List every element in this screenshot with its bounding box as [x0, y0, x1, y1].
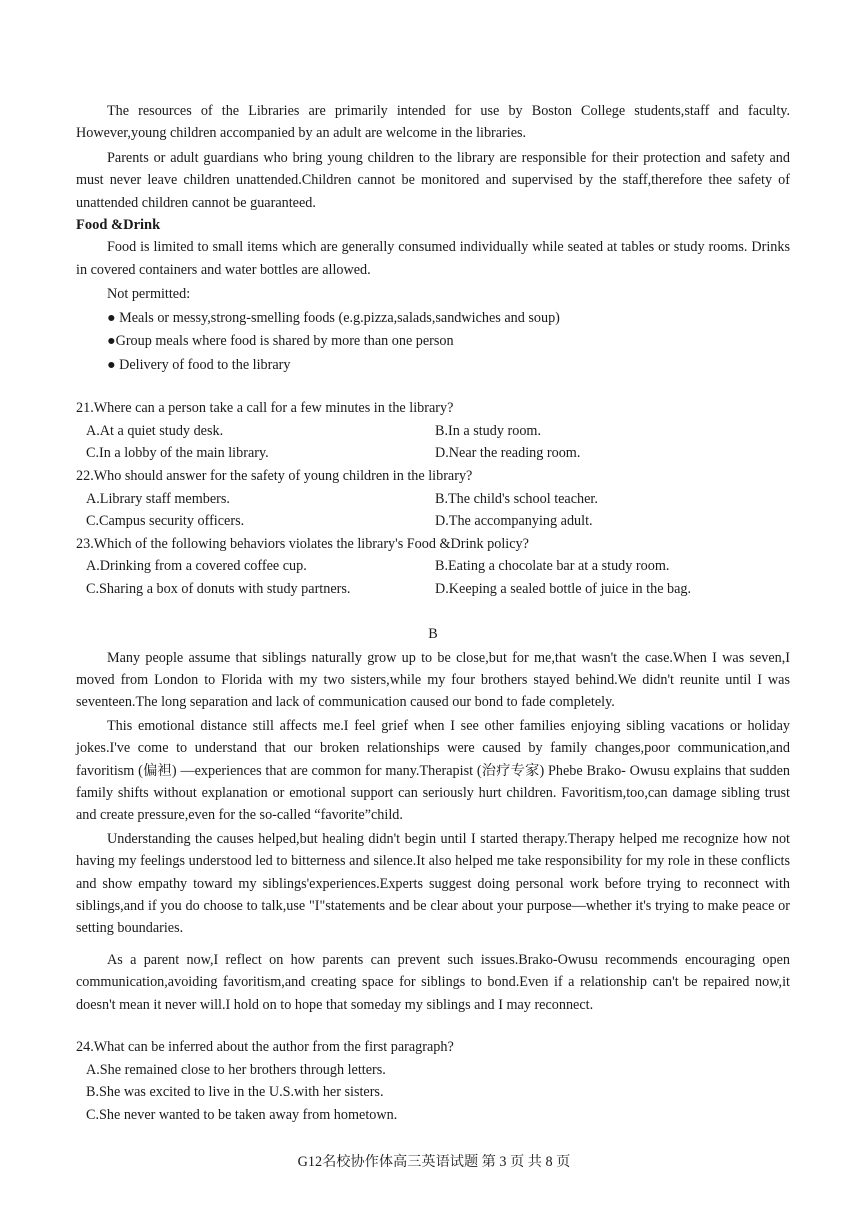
- question-22-options-row-1: [76, 488, 790, 511]
- question-22-options-row-2: [76, 510, 790, 533]
- passage-b-paragraph-4: As a parent now,I reflect on how parents can prevent such issues.Brako-Owusu recommends encouraging open communication,avoiding favoritism,and creating space for siblings to bond.Even if a relationship can't be repaired now,it doesn't mean it never will.I hold on to hope that someday my siblings and I may reconnect.: [76, 951, 790, 1013]
- option-b: B.The child's school teacher.: [435, 490, 598, 507]
- question-23-options-row-2: [76, 578, 790, 601]
- bullet-item: ●Group meals where food is shared by more than one person: [107, 333, 454, 350]
- option-a: A.She remained close to her brothers through letters.: [86, 1061, 386, 1078]
- option-d: D.Keeping a sealed bottle of juice in the bag.: [435, 581, 692, 597]
- bullet-item: ● Meals or messy,strong-smelling foods (e.g.pizza,salads,sandwiches and soup): [107, 309, 560, 326]
- question-21-options-row-2: [76, 442, 790, 465]
- passage-b-paragraph-3: Understanding the causes helped,but healing didn't begin until I started therapy.Therapy helped me recognize how not having my feelings understood led to bitterness and silence.It also helped me take responsibility for my role in these conflicts and show empathy toward my siblings'experiences.Experts suggest doing personal work before trying to reconnect with siblings,and if you do choose to talk,use "I"statements and be clear about your purpose—whether it's trying to make peace or setting boundaries.: [76, 830, 790, 937]
- option-c: C.Sharing a box of donuts with study partners.: [86, 581, 351, 597]
- option-c: C.Campus security officers.: [86, 513, 245, 530]
- option-a: A.Library staff members.: [86, 490, 230, 507]
- page-footer: G12名校协作体高三英语试题 第 3 页 共 8 页: [297, 1154, 571, 1170]
- exam-page: [76, 100, 790, 1126]
- passage-a-paragraph-3: Food is limited to small items which are generally consumed individually while seated at tables or study rooms. Drinks in covered containers and water bottles are allowed.: [76, 239, 790, 278]
- question-21-options-row-1: [76, 420, 790, 443]
- question-21-stem: 21.Where can a person take a call for a few minutes in the library?: [76, 400, 454, 417]
- option-d: D.The accompanying adult.: [435, 513, 593, 530]
- option-b: B.In a study room.: [435, 422, 542, 439]
- question-24-stem: 24.What can be inferred about the author from the first paragraph?: [76, 1039, 454, 1056]
- option-c: C.She never wanted to be taken away from hometown.: [86, 1106, 398, 1123]
- food-drink-heading: Food &Drink: [76, 217, 161, 234]
- bullet-item: ● Delivery of food to the library: [107, 356, 291, 373]
- option-b: B.Eating a chocolate bar at a study room.: [435, 558, 670, 575]
- not-permitted-label: Not permitted:: [107, 286, 191, 303]
- section-b-heading: B: [428, 625, 438, 642]
- passage-a-paragraph-2: Parents or adult guardians who bring young children to the library are responsible for their protection and safety and must never leave children unattended.Children cannot be monitored and supervised by the staff,therefore thee safety of unattended children cannot be guaranteed.: [76, 149, 790, 211]
- option-a: A.At a quiet study desk.: [86, 422, 224, 439]
- question-23-options-row-1: [76, 555, 790, 578]
- option-a: A.Drinking from a covered coffee cup.: [86, 558, 307, 575]
- passage-b-paragraph-2: This emotional distance still affects me.I feel grief when I see other families enjoying sibling vacations or holiday jokes.I've come to understand that our broken relationships were caused by family changes,poor communication,and favoritism (偏袒) —experiences that are common for many.Therapist (治疗专家) Phebe Brako- Owusu explains that sudden family shifts without explanation or emotional support can seriously hurt children. Favoritism,too,can damage sibling trust and create pressure,even for the so-called “favorite”child.: [76, 717, 790, 824]
- passage-b-paragraph-1: Many people assume that siblings naturally grow up to be close,but for me,that wasn't the case.When I was seven,I moved from London to Florida with my two sisters,while my four brothers stayed behind.We didn't reunite until I was seventeen.The long separation and lack of communication caused our bond to fade completely.: [76, 649, 790, 711]
- passage-a-paragraph-1: The resources of the Libraries are primarily intended for use by Boston College students,staff and faculty. However,young children accompanied by an adult are welcome in the libraries.: [76, 103, 790, 142]
- question-22-stem: 22.Who should answer for the safety of young children in the library?: [76, 468, 473, 485]
- option-b: B.She was excited to live in the U.S.with her sisters.: [86, 1084, 384, 1101]
- option-d: D.Near the reading room.: [435, 445, 581, 462]
- option-c: C.In a lobby of the main library.: [86, 445, 269, 462]
- question-23-stem: 23.Which of the following behaviors violates the library's Food &Drink policy?: [76, 535, 529, 552]
